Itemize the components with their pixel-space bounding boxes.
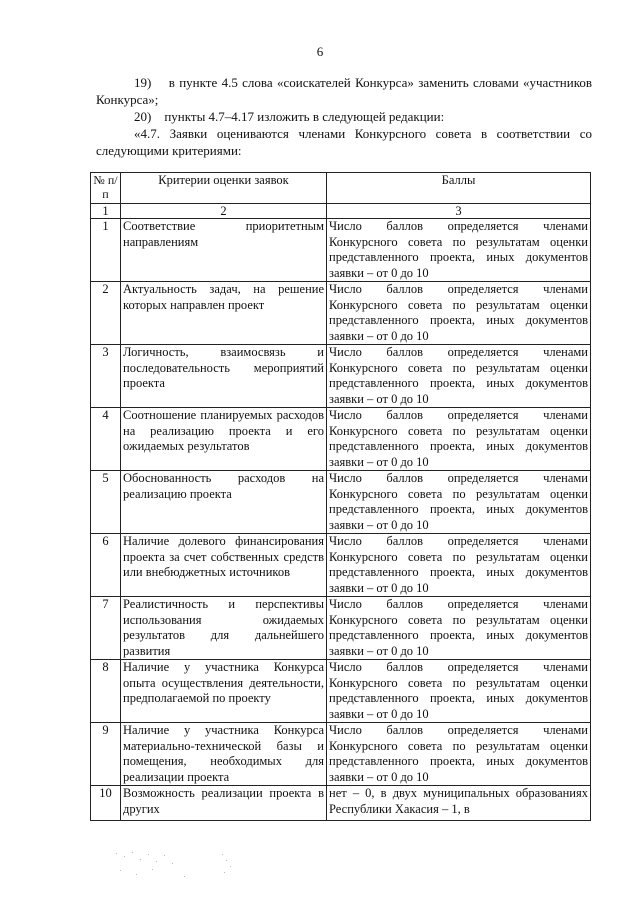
points-cell: Число баллов определяется членами Конкурсного совета по результатам оценки представленного проекта, иных документов заявки – от 0 до 10: [327, 660, 591, 723]
criteria-cell: Актуальность задач, на решение которых направлен проект: [121, 282, 327, 345]
column-index: 2: [121, 204, 327, 219]
criteria-cell: Реалистичность и перспективы использования ожидаемых результатов для дальнейшего развития: [121, 597, 327, 660]
scan-artifact: [112, 850, 242, 880]
row-number: 9: [91, 723, 121, 786]
points-cell: Число баллов определяется членами Конкурсного совета по результатам оценки представленного проекта, иных документов заявки – от 0 до 10: [327, 408, 591, 471]
criteria-cell: Наличие долевого финансирования проекта за счет собственных средств или внебюджетных источников: [121, 534, 327, 597]
table-row: [91, 597, 591, 660]
row-number: 3: [91, 345, 121, 408]
column-index: 1: [91, 204, 121, 219]
points-cell: Число баллов определяется членами Конкурсного совета по результатам оценки представленного проекта, иных документов заявки – от 0 до 10: [327, 471, 591, 534]
criteria-cell: Соотношение планируемых расходов на реализацию проекта и его ожидаемых результатов: [121, 408, 327, 471]
criteria-cell: Наличие у участника Конкурса материально-технической базы и помещения, необходимых для реализации проекта: [121, 723, 327, 786]
row-number: 7: [91, 597, 121, 660]
table-row: [91, 534, 591, 597]
paragraph-4-7: «4.7. Заявки оцениваются членами Конкурсного совета в соответствии со следующими критериями:: [96, 126, 592, 158]
points-cell: Число баллов определяется членами Конкурсного совета по результатам оценки представленного проекта, иных документов заявки – от 0 до 10: [327, 723, 591, 786]
points-cell: Число баллов определяется членами Конкурсного совета по результатам оценки представленного проекта, иных документов заявки – от 0 до 10: [327, 597, 591, 660]
table-row: [91, 282, 591, 345]
row-number: 6: [91, 534, 121, 597]
header-number: № п/п: [91, 173, 121, 204]
table-row: [91, 219, 591, 282]
row-number: 10: [91, 786, 121, 821]
row-number: 2: [91, 282, 121, 345]
criteria-cell: Возможность реализации проекта в других: [121, 786, 327, 821]
criteria-cell: Соответствие приоритетным направлениям: [121, 219, 327, 282]
table-row: [91, 786, 591, 821]
criteria-cell: Обоснованность расходов на реализацию проекта: [121, 471, 327, 534]
table-row: [91, 408, 591, 471]
criteria-table: [90, 172, 591, 821]
intro-text: [96, 74, 592, 159]
column-index-row: [91, 204, 591, 219]
row-number: 1: [91, 219, 121, 282]
points-cell: Число баллов определяется членами Конкурсного совета по результатам оценки представленного проекта, иных документов заявки – от 0 до 10: [327, 534, 591, 597]
table-row: [91, 723, 591, 786]
header-points: Баллы: [327, 173, 591, 204]
criteria-cell: Логичность, взаимосвязь и последовательность мероприятий проекта: [121, 345, 327, 408]
table-row: [91, 345, 591, 408]
table-header-row: [91, 173, 591, 204]
row-number: 8: [91, 660, 121, 723]
page-number: 6: [316, 44, 324, 59]
points-cell: Число баллов определяется членами Конкурсного совета по результатам оценки представленного проекта, иных документов заявки – от 0 до 10: [327, 345, 591, 408]
paragraph-20: 20) пункты 4.7–4.17 изложить в следующей редакции:: [134, 109, 445, 124]
points-cell: нет – 0, в двух муниципальных образованиях Республики Хакасия – 1, в: [327, 786, 591, 821]
table-row: [91, 471, 591, 534]
points-cell: Число баллов определяется членами Конкурсного совета по результатам оценки представленного проекта, иных документов заявки – от 0 до 10: [327, 219, 591, 282]
points-cell: Число баллов определяется членами Конкурсного совета по результатам оценки представленного проекта, иных документов заявки – от 0 до 10: [327, 282, 591, 345]
table-row: [91, 660, 591, 723]
criteria-cell: Наличие у участника Конкурса опыта осуществления деятельности, предполагаемой по проекту: [121, 660, 327, 723]
column-index: 3: [327, 204, 591, 219]
header-criteria: Критерии оценки заявок: [121, 173, 327, 204]
row-number: 5: [91, 471, 121, 534]
paragraph-19: 19) в пункте 4.5 слова «соискателей Конкурса» заменить словами «участников Конкурса»;: [96, 75, 592, 107]
row-number: 4: [91, 408, 121, 471]
